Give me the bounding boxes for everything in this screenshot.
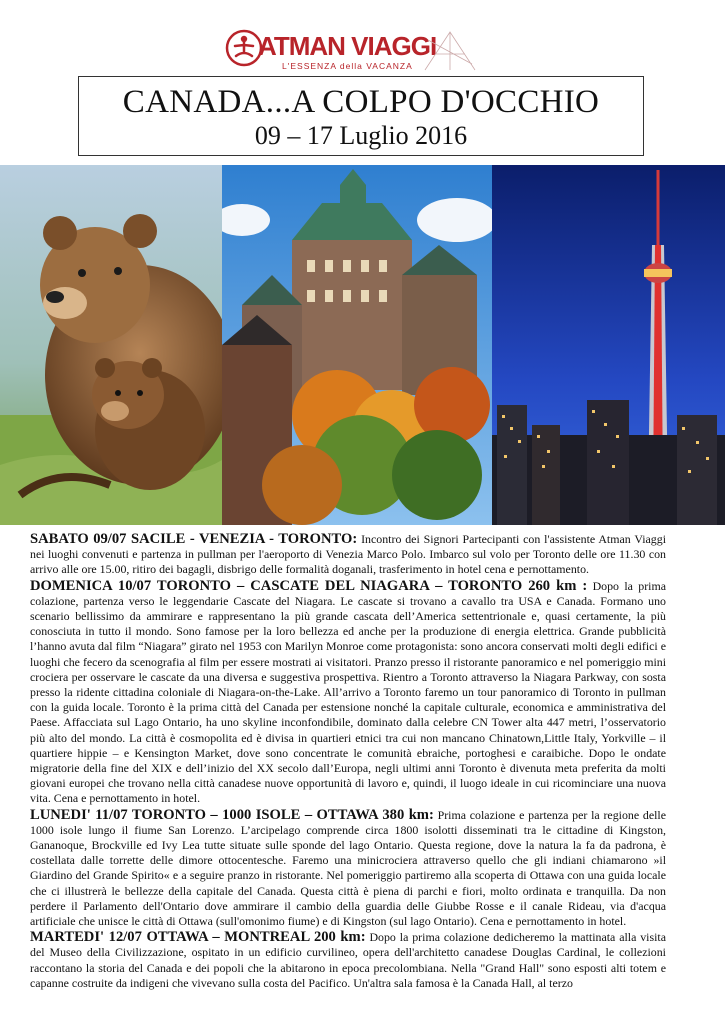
- decorative-sketch-icon: [420, 26, 480, 74]
- day-description: Prima colazione e partenza per la regione delle 1000 isole lungo il fiume San Lorenzo. L’arcipelago comprende circa 1800 isolotti disseminati tra le cittadine di Kingston, Gananoque, Brockville ed Ivy Lea tutte situate sulle sponde del lago Ontario. Questa regione, dove la natura la fa da padrona, è costellata dalle torrette delle dimore ottocentesche. Faremo una minicrociera attraverso quello che gli indiani chiamarono »il Giardino del Grande Spirito« e a seguire pranzo in ristorante. Nel pomeriggio partiremo alla scoperta di Ottawa con una guida locale che ci illustrerà le bellezze della capitale del Canada. Questa città è piena di parchi e fiori, molto ordinata e tranquilla. Da non perdere il Parlamento dell'Ontario dove ammirare il cambio della guardia delle Giubbe Rosse e il canale Rideau, via d'acqua artificiale che unisce le città di Ottawa (sull'omonimo fiume) e di Kingston (sul lago Ontario). Cena e pernottamento in hotel.: [30, 807, 666, 929]
- day-separator: :: [360, 929, 366, 946]
- castle-photo: [222, 165, 492, 525]
- itinerary-day-1: [30, 532, 666, 578]
- itinerary: [30, 532, 666, 992]
- itinerary-day-2: [30, 579, 666, 807]
- tower-icon: [492, 165, 725, 525]
- bear-icon: [0, 165, 222, 525]
- itinerary-day-3: [30, 808, 666, 930]
- day-title: MARTEDI' 12/07 OTTAWA – MONTREAL 200 km: [30, 929, 361, 946]
- day-description: Incontro dei Signori Partecipanti con l'assistente Atman Viaggi nei luoghi convenuti e partenza in pullman per l'aeroporto di Venezia Marco Polo. Imbarco sul volo per Toronto delle ore 11.30 con arrivo alle ore 15.00, ritiro dei bagagli, disbrigo delle formalità doganali, trasferimento in hotel cena e pernottamento.: [30, 532, 666, 577]
- day-title: DOMENICA 10/07 TORONTO – CASCATE DEL NIAGARA – TORONTO 260 km: [30, 577, 577, 594]
- photo-strip: [0, 165, 725, 525]
- day-separator: :: [352, 531, 358, 547]
- day-separator: :: [428, 806, 434, 823]
- day-description: Dopo la prima colazione, partenza verso le leggendarie Cascate del Niagara. Le cascate si trovano a cavallo tra USA e Canada. Formano uno scenario bellissimo da ammirare e rappresentano la più grande cascata dell’America settentrionale e, quasi certamente, la più conosciuta in tutto il mondo. Sono famose per la loro bellezza ed anche per la produzione di energia elettrica. Grande pubblicità l’hanno avuta dal film “Niagara” girato nel 1953 con Marilyn Monroe come protagonista: sono ancora conservati molti degli edifici e luoghi che fecero da scenografia al film per essere mostrati ai visitatori. Pranzo presso il ristorante panoramico e nel pomeriggio mini crociera per osservare le cascate da una diversa e suggestiva prospettiva. Rientro a Toronto attraverso la Niagara Parkway, con sosta presso la ridente cittadina coloniale di Niagara-on-the-Lake. All’arrivo a Toronto faremo un tour panoramico di Toronto in pullman con la guida locale. Toronto è la prima città del Canada per estensione nonché la capitale culturale, economica e amministrativa del Paese. Affacciata sul Lago Ontario, ha uno skyline inconfondibile, dominato dalla celebre CN Tower alta 447 metri, l’osservatorio più alto del mondo. La città è cosmopolita ed è divisa in quartieri etnici tra cui non mancano Chinatown,Little Italy, Yorkville – il quartiere hippie – e Kensington Market, dove sono concentrate le comunità ebraiche, portoghesi e caraibiche. Dopo le ondate migratorie della fine del XIX e dell’inizio del XX secolo dall’Europa, negli ultimi anni Toronto è divenuta meta preferita da molti giovani europei che trovano nella città canadese nuove opportunità di lavoro e, quindi, il luogo ideale in cui ricominciare una nuova vita. Cena e pernottamento in hotel.: [30, 578, 666, 806]
- brand-logo: [224, 26, 476, 76]
- castle-icon: [222, 165, 492, 525]
- cn-tower-photo: [492, 165, 725, 525]
- itinerary-day-4: [30, 930, 666, 991]
- trip-dates: 09 – 17 Luglio 2016: [254, 121, 468, 150]
- title-box: [78, 76, 644, 156]
- day-description: Dopo la prima colazione dedicheremo la mattinata alla visita del Museo della Civilizzazione, ospitato in un edificio curvilineo, opera dell'architetto canadese Douglas Cardinal, le collezioni raccontano la storia del Canada e dei popoli che la abitarono in epoca precolombiana. Nella "Grand Hall" sono esposti alti totem e capanne costruite da indigeni che vivevano sulla costa del Pacifico. Un'altra sala famosa è la Canada Hall, al terzo: [30, 930, 667, 990]
- brand-tagline: L'ESSENZA della VACANZA: [282, 61, 413, 71]
- brand-name: ATMAN VIAGGI: [258, 31, 437, 61]
- bear-photo: [0, 165, 222, 525]
- day-separator: :: [576, 577, 588, 594]
- day-title: SABATO 09/07 SACILE - VENEZIA - TORONTO: [30, 531, 353, 547]
- page-title: CANADA...A COLPO D'OCCHIO: [122, 84, 600, 120]
- day-title: LUNEDI' 11/07 TORONTO – 1000 ISOLE – OTTAWA 380 km: [30, 806, 429, 823]
